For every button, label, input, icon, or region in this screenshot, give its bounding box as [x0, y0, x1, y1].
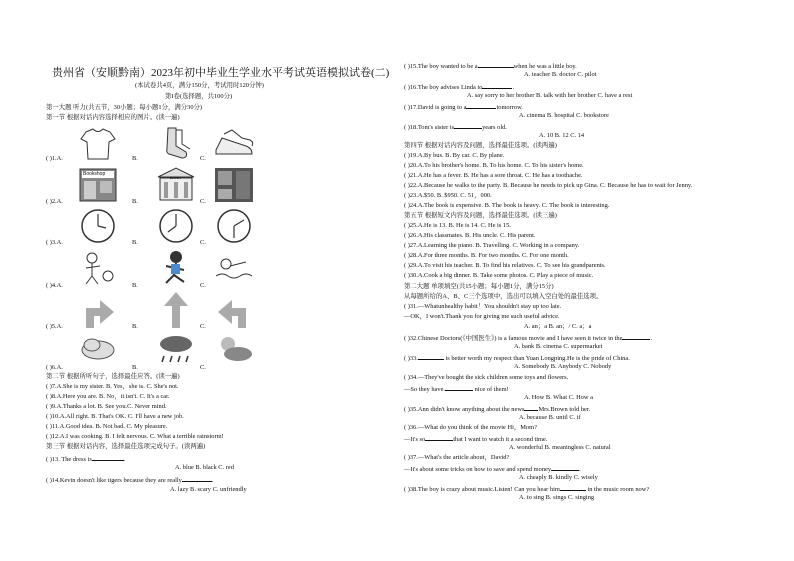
- exam-note: (本试卷共4页，满分150分，考试用时120分钟): [135, 82, 264, 89]
- playing-picture: [76, 248, 120, 288]
- sun-cloud-weather-picture: [212, 330, 256, 370]
- question-35: [404, 404, 590, 414]
- option-b-label: B.: [132, 323, 138, 330]
- answer-blank: [524, 404, 538, 411]
- question-31-options: A. an；a B. an；/ C. a；a: [524, 323, 592, 330]
- question-19: ( )19.A.By bus. B. By car. C. By plane.: [404, 152, 505, 159]
- section-2-instructions: 从每题所给的A、B、C三个选项中，选出可以填入空白处的最佳选项。: [404, 293, 603, 300]
- sneakers-picture: [212, 124, 256, 164]
- question-17-options: A. cinema B. hospital C. bookstore: [519, 112, 609, 119]
- option-c-label: C.: [200, 364, 206, 371]
- question-34-reply-text: —So they have.: [404, 386, 445, 393]
- question-29: ( )29.A.To visit his teacher. B. To find his relatives. C. To see his grandparents.: [404, 262, 606, 269]
- question-22: ( )22.A.Because he walks to the party. B. Because he needs to pick up Gina. C. Because he has to wait for Jenny.: [404, 182, 693, 189]
- question-13-options: A. blue B. black C. red: [175, 464, 234, 471]
- part-3-heading: 第三节 根据对话内容，选择最佳选项完成句子。(读两遍): [46, 443, 206, 450]
- option-c-label: C.: [200, 239, 206, 246]
- answer-blank: [445, 384, 473, 391]
- question-38-text: ( )38.The boy is crazy about music.Listen! Can you hear him: [404, 486, 560, 493]
- question-9: ( )9.A.Thanks a lot. B. See you.C. Never mind.: [46, 403, 167, 410]
- question-18-text: ( )18.Tom's sister is: [404, 124, 455, 131]
- question-34-reply-end: nice of them!: [474, 386, 509, 393]
- option-b-label: B.: [132, 282, 138, 289]
- question-5: ( )5.A.: [46, 323, 63, 330]
- cloudy-weather-picture: [76, 330, 120, 370]
- question-36-reply-end: that I want to watch it a second time.: [453, 436, 548, 443]
- question-13-text: ( )13. The dress is: [46, 456, 92, 463]
- question-28: ( )28.A.For three months. B. For two months. C. For one month.: [404, 252, 569, 259]
- question-33: [404, 353, 630, 363]
- question-24: ( )24.A.The book is expensive. B. The book is heavy. C. The book is interesting.: [404, 202, 610, 209]
- question-38: [404, 484, 649, 494]
- volume-note: 第I卷(选择题，共100分): [165, 93, 233, 100]
- question-34-options: A. How B. What C. How a: [524, 394, 593, 401]
- answer-blank: [466, 102, 496, 109]
- question-34-reply: [404, 384, 509, 394]
- question-2: ( )2.A.: [46, 198, 63, 205]
- option-b-label: B.: [132, 155, 138, 162]
- question-33-text: ( )33.: [404, 355, 418, 362]
- question-14-options: A. lazy B. scary C. unfriendly: [170, 486, 247, 493]
- question-15-options: A. teacher B. doctor C. pilot: [524, 71, 597, 78]
- question-7: ( )7.A.She is my sister. B. Yes，she is. C. She's not.: [46, 383, 179, 390]
- question-16: ( )16.The boy advises Linda to .: [404, 84, 515, 91]
- question-37-reply-text: —It's about some tricks on how to save and spend money: [404, 466, 552, 473]
- question-12: ( )12.A.I was cooking. B. I felt nervous. C. What a terrible rainstorm!: [46, 433, 224, 440]
- part-2-heading: 第二节 根据所听句子，选择最佳应答。(读一遍): [46, 373, 180, 380]
- question-14: ( )14.Kevin doesn't like tigers because they are really .: [46, 477, 214, 484]
- question-36-reply: [404, 434, 547, 444]
- bank-sign: BANK: [170, 175, 181, 180]
- question-3: ( )3.A.: [46, 239, 63, 246]
- answer-blank: [478, 61, 514, 68]
- answer-blank: [560, 484, 586, 491]
- question-11: ( )11.A.Good idea. B. Not bad. C. My pleasure.: [46, 423, 168, 430]
- question-36: ( )36.—What do you think of the movie Hi，Mom?: [404, 424, 537, 431]
- question-23: ( )23.A.$50. B. $950. C. 51，000.: [404, 192, 492, 199]
- option-b-label: B.: [132, 239, 138, 246]
- answer-blank: [92, 454, 124, 461]
- question-20: ( )20.A.To his brother's home. B. To his home. C. To his sister's home.: [404, 162, 584, 169]
- question-32: ( )32.Chinese Doctors(《中国医生》) is a famous movie and I have seen it twice in the .: [404, 335, 653, 342]
- part-4-heading: 第四节 根据对话内容及问题，选择最佳选项。(读两遍): [404, 142, 557, 149]
- bookshop-picture: [76, 165, 120, 205]
- question-27: ( )27.A.Learning the piano. B. Travelling. C. Working in a company.: [404, 242, 580, 249]
- section-1-heading: 第一大题 听力(共五节，30小题；每小题1分，满分30分): [46, 104, 203, 111]
- question-32-text: ( )32.Chinese Doctors(《中国医生》) is a famous movie and I have seen it twice in the: [404, 335, 623, 342]
- socks-picture: [154, 124, 198, 164]
- tshirt-picture: [76, 124, 120, 164]
- page-title: 贵州省（安顺黔南）2023年初中毕业生学业水平考试英语模拟试卷(二): [52, 67, 390, 79]
- question-33-options: A. Somebody B. Anybody C. Nobody: [514, 363, 612, 370]
- question-31: ( )31.—Whatunhealthy habit！You shouldn't stay up too late.: [404, 303, 562, 310]
- question-35-options: A. because B. until C. if: [519, 414, 581, 421]
- question-17-text: ( )17.David is going to a: [404, 104, 467, 111]
- option-c-label: C.: [200, 282, 206, 289]
- question-10: ( )10.A.All right. B. That's OK. C. I'll have a new job.: [46, 413, 184, 420]
- question-4: ( )4.A.: [46, 282, 63, 289]
- question-18-text-end: years old.: [482, 124, 507, 131]
- question-36-options: A. wonderful B. meaningless C. natural: [509, 444, 611, 451]
- section-2-heading: 第二大题 单项填空(共15小题；每小题1分，满分15分): [404, 283, 554, 290]
- question-26: ( )26.A.His classmates. B. His uncle. C. His parent.: [404, 232, 536, 239]
- clock-picture: [154, 206, 198, 246]
- question-8: ( )8.A.Here you are. B. No，it isn't. C. It's a car.: [46, 393, 170, 400]
- swimming-picture: [212, 248, 256, 288]
- turn-right-arrow-picture: [76, 290, 120, 330]
- question-33-text-end: is better worth my respect than Yuan Longping.He is the pride of China.: [445, 355, 630, 362]
- question-14-text: ( )14.Kevin doesn't like tigers because they are really: [46, 477, 182, 484]
- question-34: ( )34.—They've bought the sick children some toys and flowers.: [404, 374, 569, 381]
- question-37-reply: —It's about some tricks on how to save and spend money .: [404, 466, 581, 473]
- question-37-options: A. cheaply B. kindly C. wisely: [519, 474, 598, 481]
- question-6: ( )6.A.: [46, 364, 63, 371]
- clock-picture: [212, 206, 256, 246]
- option-b-label: B.: [132, 364, 138, 371]
- answer-blank: [482, 82, 512, 89]
- question-35-text: ( )35.Ann didn't know anything about the news: [404, 406, 525, 413]
- answer-blank: [425, 434, 453, 441]
- question-16-options: A. say sorry to her brother B. talk with her brother C. have a rest: [467, 92, 633, 99]
- clock-picture: [76, 206, 120, 246]
- part-1-heading: 第一节 根据对话内容选择相应的图片。(读一遍): [46, 114, 180, 121]
- question-21: ( )21.A.He has a fever. B. He has a sore throat. C. He has a toothache.: [404, 172, 583, 179]
- question-1: ( )1.A.: [46, 155, 63, 162]
- option-b-label: B.: [132, 198, 138, 205]
- question-25: ( )25.A.He is 13. B. He is 14. C. He is 15.: [404, 222, 511, 229]
- question-16-text: ( )16.The boy advises Linda to: [404, 84, 483, 91]
- question-18: [404, 122, 507, 132]
- question-31-reply: —OK，I won't.Thank you for giving me such useful advice.: [404, 313, 560, 320]
- answer-blank: [454, 122, 482, 129]
- straight-arrow-picture: [154, 290, 198, 330]
- answer-blank: [418, 353, 444, 360]
- question-18-options: A. 10 B. 12 C. 14: [539, 132, 585, 139]
- answer-blank: [622, 333, 650, 340]
- question-37: ( )37.—What's the article about，David?: [404, 454, 510, 461]
- turn-left-arrow-picture: [212, 290, 256, 330]
- question-15-text: ( )15.The boy wanted to be a: [404, 63, 478, 70]
- option-c-label: C.: [200, 323, 206, 330]
- question-35-text-end: Mrs.Brown told her.: [538, 406, 591, 413]
- question-17: [404, 102, 523, 112]
- option-c-label: C.: [200, 198, 206, 205]
- bank-picture: [154, 165, 198, 205]
- option-c-label: C.: [200, 155, 206, 162]
- question-15: [404, 61, 577, 71]
- question-15-text-end: when he was a little boy.: [513, 63, 577, 70]
- question-38-options: A. to sing B. sings C. singing: [519, 494, 595, 501]
- rainy-weather-picture: [154, 330, 198, 370]
- question-30: ( )30.A.Cook a big dinner. B. Take some photos. C. Play a piece of music.: [404, 272, 594, 279]
- answer-blank: [551, 464, 579, 471]
- bookshop-sign: Bookshop: [83, 171, 106, 177]
- kitchen-picture: [212, 165, 256, 205]
- question-13: ( )13. The dress is .: [46, 456, 126, 463]
- question-38-text-end: in the music room now?: [587, 486, 650, 493]
- question-32-options: A. bank B. cinema C. supermarket: [514, 343, 603, 350]
- question-36-reply-text: —It's so: [404, 436, 426, 443]
- question-17-text-end: tomorrow.: [496, 104, 523, 111]
- part-5-heading: 第五节 根据短文内容及问题，选择最佳选项。(读三遍): [404, 212, 557, 219]
- answer-blank: [182, 475, 212, 482]
- running-boy-picture: [154, 248, 198, 288]
